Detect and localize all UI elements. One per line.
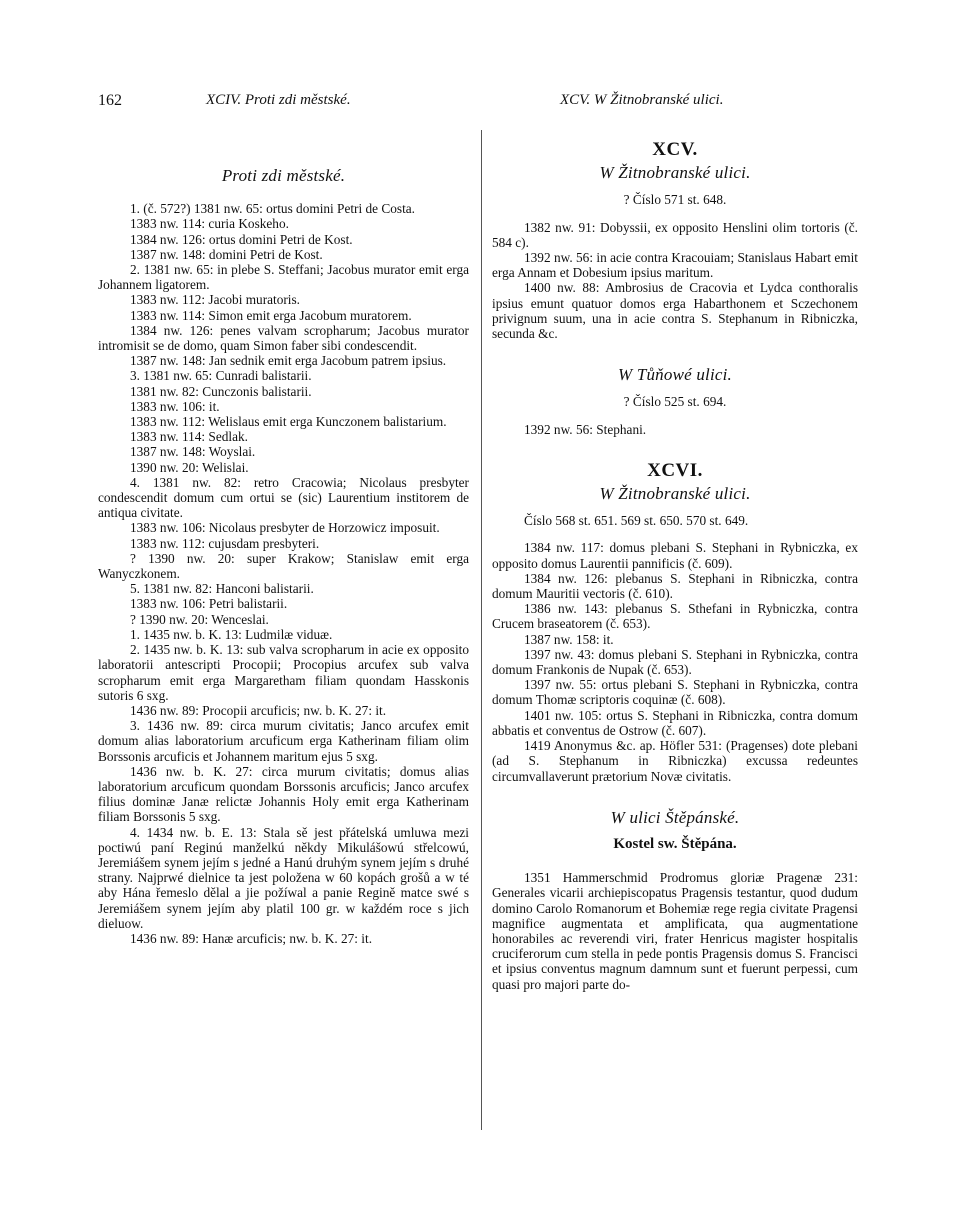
entry: 1383 nw. 106: Petri balistarii. [130,596,288,612]
entry: ? 1390 nw. 20: Wenceslai. [130,611,269,627]
section-title-zitnobranske: W Žitnobranské ulici. [599,484,751,504]
cislo-line: ? Číslo 525 st. 694. [623,394,727,410]
entry: 1387 nw. 148: Jan sednik emit erga Jacobum patrem ipsius. [130,353,447,369]
entry: 1392 nw. 56: in acie contra Kracouiam; Stanislaus Habart emit erga Annam et Dobesium ipsius maritum. [492,250,858,281]
entry: 3. 1436 nw. 89: circa murum civitatis; Janco arcufex emit domum alias laboratorium arcuficum erga Katherinam filiam olim Borssonis arcuficis et Johannem maritum ejus 5 sxg. [98,718,469,764]
section-title-stepanske: W ulici Štěpánské. [610,807,740,827]
entry: 1383 nw. 114: Sedlak. [130,429,248,445]
entry: 1397 nw. 55: ortus plebani S. Stephani in Rybniczka, contra domum Thomæ scriptoris coquinæ (č. 608). [492,677,858,708]
entry: 1384 nw. 117: domus plebani S. Stephani in Rybniczka, ex opposito domus Laurentii pannificis (č. 609). [492,540,858,571]
entry: 1401 nw. 105: ortus S. Stephani in Ribniczka, contra domum abbatis et conventus de Ostrow (č. 607). [492,707,858,738]
entry: 1387 nw. 148: Woyslai. [130,444,256,460]
entry: 1383 nw. 114: curia Koskeho. [130,216,289,232]
left-running-title: XCIV. Proti zdi městské. [206,92,351,108]
page-number: 162 [98,92,122,109]
entry: 1383 nw. 112: Jacobi muratoris. [130,292,301,308]
entry: 1383 nw. 112: Welislaus emit erga Kunczonem balistarium. [130,414,447,430]
right-running-title: XCV. W Žitnobranské ulici. [560,92,724,108]
entry: 2. 1381 nw. 65: in plebe S. Steffani; Jacobus murator emit erga Johannem ligatorem. [98,262,469,293]
section-number-xcv: XCV. [652,139,698,160]
entry: 1383 nw. 106: it. [130,398,220,414]
entry: 1. (č. 572?) 1381 nw. 65: ortus domini Petri de Costa. [130,201,415,217]
entry: 1. 1435 nw. b. K. 13: Ludmilæ viduæ. [130,626,333,642]
entry: 1436 nw. 89: Procopii arcuficis; nw. b. K. 27: it. [130,702,387,718]
section-title-proti-zdi: Proti zdi městské. [221,166,346,185]
right-column [492,139,858,992]
entry: 1351 Hammerschmid Prodromus gloriæ Pragenæ 231: Generales vicarii archiepiscopatus Pragensis testantur, quod dudum domino Carolo Romanorum et Bohemiæ rege regia civitate Pragensi magnifice augmentata et amplificata, qua augmentatione honorabiles ac reverendi viri, frater Henricus magister hospitalis cruciferorum cum stella in pede pontis Pragensis domus S. Francisci et ipsius conventus magnum damnum sunt et fuerunt perpessi, cum quasi pro majori parte do- [492,870,858,992]
entry: 1387 nw. 158: it. [524,631,614,647]
section-title-zitnobranske: W Žitnobranské ulici. [599,163,751,183]
entry: 1392 nw. 56: Stephani. [524,421,647,437]
cislo-line: Číslo 568 st. 651. 569 st. 650. 570 st. 649. [524,513,749,529]
entry: 1436 nw. b. K. 27: circa murum civitatis; domus alias laboratorium arcuficum quondam Borssonis arcuficis; Janco arcufex filius dominæ Janæ relictæ Johannis Holy emit erga Katherinam filiam Borssonis 5 sxg. [98,763,469,825]
entry: 1383 nw. 112: cujusdam presbyteri. [130,535,320,551]
entry: 1387 nw. 148: domini Petri de Kost. [130,246,323,262]
entry: 3. 1381 nw. 65: Cunradi balistarii. [130,368,312,384]
entry: 1419 Anonymus &c. ap. Höfler 531: (Pragenses) dote plebani (ad S. Stephanum in Ribniczka) excussa redeuntes circumvallaverunt prætorium Novæ civitatis. [492,738,858,784]
entry: 1381 nw. 82: Cunczonis balistarii. [130,383,312,399]
entry: 1382 nw. 91: Dobyssii, ex opposito Henslini olim tortoris (č. 584 c). [492,219,858,250]
entry: 1384 nw. 126: penes valvam scropharum; Jacobus murator intromisit se de domo, quam Simon faber sibi condescendit. [98,322,469,354]
section-title-tunowe: W Tůňowé ulici. [618,365,732,385]
entry: 1383 nw. 106: Nicolaus presbyter de Horzowicz imposuit. [130,520,440,536]
left-column [98,128,469,946]
entry: 1384 nw. 126: ortus domini Petri de Kost. [130,231,353,247]
entry: 5. 1381 nw. 82: Hanconi balistarii. [130,581,314,597]
entry: 1383 nw. 114: Simon emit erga Jacobum muratorem. [130,307,412,323]
entry: 1390 nw. 20: Welislai. [130,459,249,475]
section-number-xcvi: XCVI. [647,459,703,481]
cislo-line: ? Číslo 571 st. 648. [623,192,727,208]
entry: 4. 1381 nw. 82: retro Cracowia; Nicolaus presbyter condescendit domum cum ortui se (sic) Laurentium institorem de antiqua civitate. [98,474,469,521]
column-divider [481,130,482,1130]
entry: ? 1390 nw. 20: super Krakow; Stanislaw emit erga Wanyczkonem. [98,550,469,582]
entry: 1384 nw. 126: plebanus S. Stephani in Ribniczka, contra domum Mauritii vectoris (č. 610). [492,570,858,602]
entry: 4. 1434 nw. b. E. 13: Stala sě jest přátelská umluwa mezi poctiwú paní Reginú manželkú někdy Mikulášowú střelcowú, Jeremiášem synem jejím s jedné a Hanú druhým synem jejím s druhé strany. Najprwé dielnice ta jest položena w 60 kopách grošů a w té aby Hána řemeslo dělal a jie požíwal a panie Regině matce swé s Jeremiášem synem jejím aby platil 100 gr. w každém roce s jich dieluow. [98,824,469,931]
entry: 1400 nw. 88: Ambrosius de Cracovia et Lydca conthoralis ipsius emunt quatuor domos erga Habarthonem et Sczechonem privignum suum, una in acie contra S. Stephanum in Ribniczka, secunda &c. [492,280,858,342]
entry: 1397 nw. 43: domus plebani S. Stephani in Rybniczka, contra domum Frankonis de Nupak (č. 653). [492,646,858,678]
entry: 1436 nw. 89: Hanæ arcuficis; nw. b. K. 27: it. [130,930,373,946]
entry: 1386 nw. 143: plebanus S. Sthefani in Rybniczka, contra Crucem braseatorem (č. 653). [492,601,858,632]
church-title: Kostel sw. Štěpána. [613,835,737,852]
entry: 2. 1435 nw. b. K. 13: sub valva scropharum in acie ex opposito laboratorii antescripti Procopii; Procopius arcufex sub valva scropharum emit erga Margaretham filiam quondam Hasskonis sutoris 6 sxg. [98,642,469,703]
